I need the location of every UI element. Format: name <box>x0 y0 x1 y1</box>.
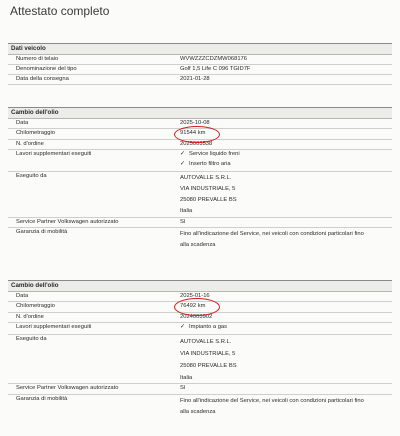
address-line: AUTOVALLE S.R.L. <box>180 175 232 181</box>
address-line: AUTOVALLE S.R.L. <box>180 339 232 345</box>
row-value: 2025-10-08 <box>180 120 210 126</box>
row-value: WVWZZZCDZMW068176 <box>180 56 247 62</box>
address-line: Italia <box>180 208 193 214</box>
table-row <box>8 323 392 335</box>
address-line: 25080 PREVALLE BS <box>180 197 237 203</box>
row-label: N. d'ordine <box>16 314 44 320</box>
row-label: Garanzia di mobilità <box>16 396 68 402</box>
row-value <box>180 396 388 418</box>
checkmark-icon: ✓ <box>180 324 186 330</box>
table-row <box>8 395 392 417</box>
warranty-line: Fino all'indicazione del Service, nei veicoli con condizioni particolari fino <box>180 231 364 237</box>
section-header: Cambio dell'olio <box>8 107 392 119</box>
extra-work-item: Impianto a gas <box>189 324 228 330</box>
table-row <box>8 218 392 228</box>
row-label: Denominazione del tipo <box>16 66 77 72</box>
row-label: Lavori supplementari eseguiti <box>16 151 92 157</box>
extra-work-item: Service liquido freni <box>189 151 240 157</box>
address-line: 25080 PREVALLE BS <box>180 363 237 369</box>
checkmark-icon: ✓ <box>180 151 186 157</box>
row-value <box>180 336 388 384</box>
row-label: Data della consegna <box>16 76 69 82</box>
table-row <box>8 172 392 218</box>
row-label: N. d'ordine <box>16 141 44 147</box>
mileage-value: 76492 km <box>180 303 206 309</box>
row-label: Chilometraggio <box>16 130 55 136</box>
table-row <box>8 150 392 172</box>
row-label: Service Partner Volkswagen autorizzato <box>16 385 119 391</box>
warranty-line: alla scadenza <box>180 409 216 415</box>
warranty-line: alla scadenza <box>180 242 216 248</box>
extra-work-item: Inserto filtro aria <box>189 161 231 167</box>
table-row <box>8 55 392 65</box>
row-value: Sì <box>180 385 186 391</box>
row-value: Golf 1,5 Life C 096 TGID7F <box>180 66 251 72</box>
row-value <box>180 151 388 168</box>
row-label: Lavori supplementari eseguiti <box>16 324 92 330</box>
table-row <box>8 75 392 85</box>
mileage-highlight-circle <box>174 126 220 143</box>
warranty-line: Fino all'indicazione del Service, nei veicoli con condizioni particolari fino <box>180 398 364 404</box>
row-value: 2021-01-28 <box>180 76 210 82</box>
table-row <box>8 65 392 75</box>
row-label: Data <box>16 293 29 299</box>
table-row <box>8 384 392 395</box>
section-header: Cambio dell'olio <box>8 280 392 292</box>
row-value: 2025-01-16 <box>180 293 210 299</box>
vehicle-section <box>8 43 392 85</box>
mileage-highlight-circle <box>174 298 220 316</box>
row-label: Data <box>16 120 29 126</box>
row-label: Chilometraggio <box>16 303 55 309</box>
row-label: Eseguito da <box>16 173 47 179</box>
row-label: Eseguito da <box>16 336 47 342</box>
row-label: Numero di telaio <box>16 56 59 62</box>
table-row <box>8 228 392 248</box>
row-value: 2024003902 <box>180 314 213 320</box>
section-header: Dati veicolo <box>8 43 392 55</box>
mileage-value: 91544 km <box>180 130 206 136</box>
address-line: VIA INDUSTRIALE, 5 <box>180 186 236 192</box>
row-value <box>180 324 388 331</box>
row-value <box>180 229 388 251</box>
table-row <box>8 335 392 384</box>
row-label: Service Partner Volkswagen autorizzato <box>16 219 119 225</box>
row-label: Garanzia di mobilità <box>16 229 68 235</box>
page-title: Attestato completo <box>10 4 110 18</box>
checkmark-icon: ✓ <box>180 161 186 167</box>
row-value: Sì <box>180 219 186 225</box>
row-value: 2025003538 <box>180 141 213 147</box>
row-value <box>180 173 388 217</box>
address-line: Italia <box>180 375 193 381</box>
address-line: VIA INDUSTRIALE, 5 <box>180 351 236 357</box>
